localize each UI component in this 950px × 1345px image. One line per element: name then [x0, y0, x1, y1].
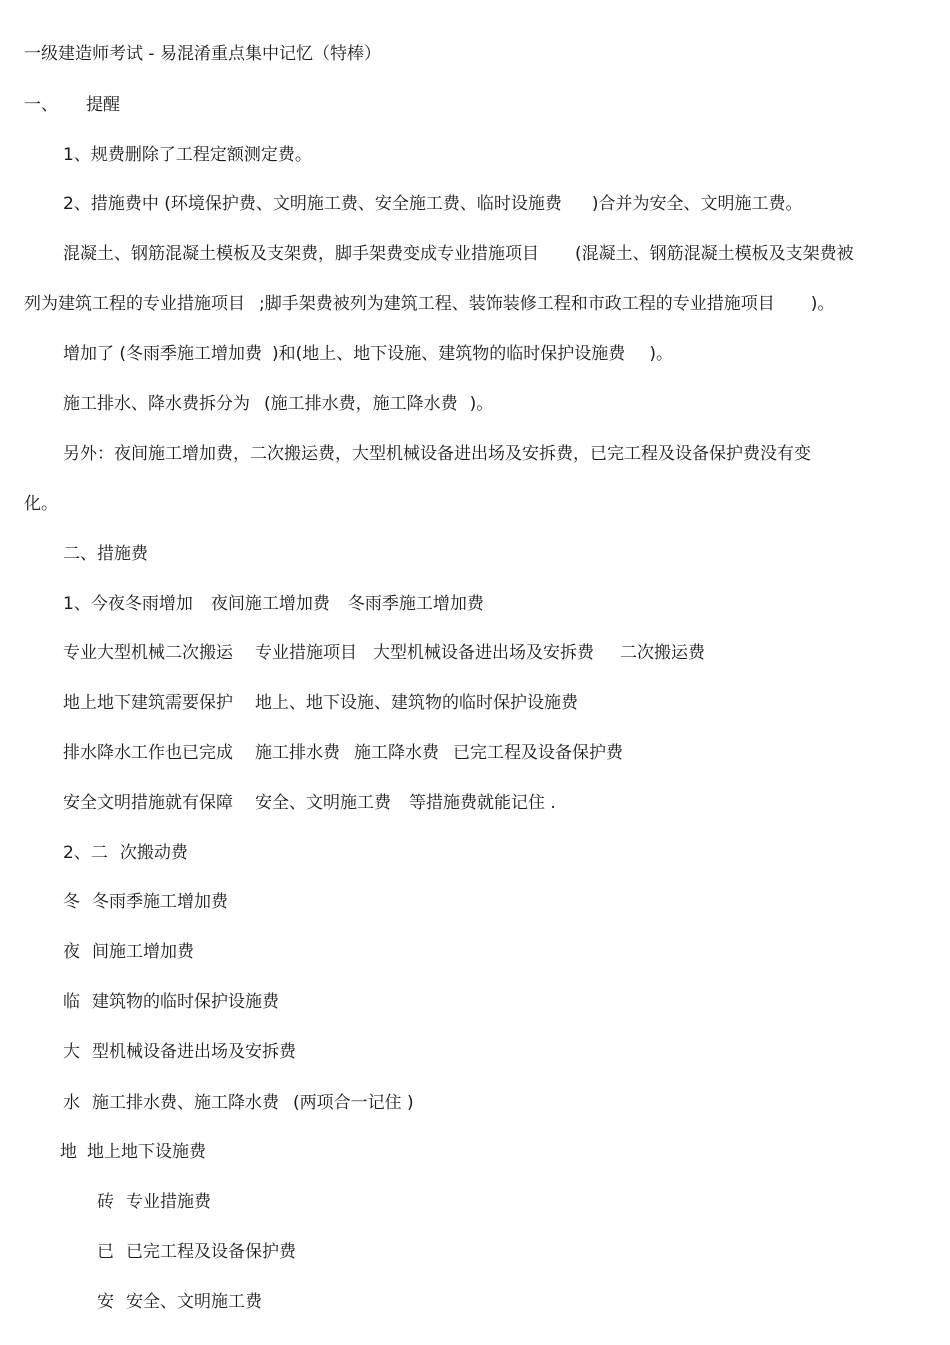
mnemonic-term: 施工降水费	[354, 743, 439, 763]
list-value: 地上地下设施费	[87, 1142, 206, 1162]
paragraph-text: )。	[469, 394, 494, 414]
mnemonic-term: 安全、文明施工费	[255, 793, 391, 813]
list-key: 夜	[63, 942, 80, 962]
list-key: 已	[97, 1242, 114, 1262]
mnemonic-line-1	[63, 594, 484, 614]
paragraph-text: (混凝土、钢筋混凝土模板及支架费被	[575, 244, 854, 264]
section-number: 一、	[24, 95, 58, 115]
paragraph-text: 施工排水、降水费拆分为	[63, 394, 250, 414]
paragraph-4	[63, 344, 673, 364]
paragraph-text: 增加了 (冬雨季施工增加费	[63, 344, 263, 364]
paragraph-text: 混凝土、钢筋混凝土模板及支架费，脚手架费变成专业措施项目	[63, 244, 539, 264]
list-key: 临	[63, 992, 80, 1012]
list-value: 间施工增加费	[92, 942, 194, 962]
list-key: 冬	[63, 892, 80, 912]
paragraph-text: )。	[649, 344, 673, 364]
mnemonic-term: 施工排水费	[255, 743, 340, 763]
paragraph-text: 列为建筑工程的专业措施项目	[24, 294, 245, 314]
list-item	[60, 1142, 206, 1162]
section-heading-2	[63, 544, 148, 564]
key-list-heading	[63, 843, 188, 863]
list-value: 安全、文明施工费	[126, 1292, 262, 1312]
list-item	[97, 1192, 211, 1212]
mnemonic-text: 专业大型机械二次搬运	[63, 643, 233, 663]
mnemonic-term: 二次搬运费	[620, 643, 705, 663]
paragraph-5	[63, 394, 493, 414]
paragraph-1	[63, 145, 312, 165]
paragraph-text: )合并为安全、文明施工费。	[591, 194, 803, 214]
list-item	[63, 1042, 296, 1062]
mnemonic-term: 大型机械设备进出场及安拆费	[373, 643, 594, 663]
list-item	[63, 942, 194, 962]
section-title: 二、措施费	[63, 544, 148, 564]
list-note: (两项合一记住 )	[293, 1093, 414, 1113]
section-title: 提醒	[86, 95, 120, 115]
list-key: 水	[63, 1093, 80, 1113]
list-value: 施工排水费、施工降水费	[92, 1093, 279, 1113]
paragraph-3-line-2	[24, 294, 834, 314]
list-key: 大	[63, 1042, 80, 1062]
list-key: 安	[97, 1292, 114, 1312]
list-item	[63, 892, 228, 912]
paragraph-text: )和(地上、地下设施、建筑物的临时保护设施费	[272, 344, 626, 364]
mnemonic-term: 夜间施工增加费	[210, 594, 330, 614]
paragraph-text: ;脚手架费被列为建筑工程、装饰装修工程和市政工程的专业措施项目	[259, 294, 775, 314]
list-key: 砖	[97, 1192, 114, 1212]
mnemonic-term: 专业措施项目	[255, 643, 357, 663]
list-item	[97, 1292, 262, 1312]
mnemonic-line-2	[63, 643, 705, 663]
paragraph-3-line-1	[63, 244, 854, 264]
paragraph-text: (施工排水费，施工降水费	[264, 394, 458, 414]
paragraph-text: 化。	[24, 494, 58, 514]
mnemonic-line-5	[63, 793, 556, 813]
mnemonic-text: 地上地下建筑需要保护	[63, 693, 233, 713]
mnemonic-term: 地上、地下设施、建筑物的临时保护设施费	[255, 693, 578, 713]
mnemonic-line-4	[63, 743, 623, 763]
mnemonic-text: 排水降水工作也已完成	[63, 743, 233, 763]
paragraph-2	[63, 194, 803, 214]
paragraph-text: 1、规费删除了工程定额测定费。	[63, 145, 312, 165]
mnemonic-text: 1、今夜冬雨增加	[63, 594, 193, 614]
list-value: 已完工程及设备保护费	[126, 1242, 296, 1262]
mnemonic-term: 已完工程及设备保护费	[453, 743, 623, 763]
list-item	[63, 992, 279, 1012]
paragraph-6-line-2	[24, 494, 58, 514]
paragraph-text: 另外：夜间施工增加费，二次搬运费，大型机械设备进出场及安拆费，已完工程及设备保护费没有变	[63, 444, 811, 464]
paragraph-text: 2、措施费中 (环境保护费、文明施工费、安全施工费、临时设施费	[63, 194, 562, 214]
list-heading-text: 2、二	[63, 843, 108, 863]
mnemonic-text: 安全文明措施就有保障	[63, 793, 233, 813]
paragraph-6-line-1	[63, 444, 811, 464]
list-value: 专业措施费	[126, 1192, 211, 1212]
paragraph-text: )。	[810, 294, 835, 314]
mnemonic-term: 冬雨季施工增加费	[347, 594, 484, 614]
title-text: 一级建造师考试 - 易混淆重点集中记忆（特棒）	[24, 44, 381, 64]
mnemonic-text: 等措施费就能记住 .	[409, 793, 556, 813]
list-heading-text: 次搬动费	[119, 843, 188, 863]
list-value: 冬雨季施工增加费	[92, 892, 228, 912]
list-key: 地	[60, 1142, 77, 1162]
list-value: 型机械设备进出场及安拆费	[92, 1042, 296, 1062]
document-title	[24, 44, 381, 64]
list-value: 建筑物的临时保护设施费	[92, 992, 279, 1012]
mnemonic-line-3	[63, 693, 578, 713]
section-heading-1	[24, 95, 120, 115]
list-item	[63, 1093, 414, 1113]
list-item	[97, 1242, 296, 1262]
